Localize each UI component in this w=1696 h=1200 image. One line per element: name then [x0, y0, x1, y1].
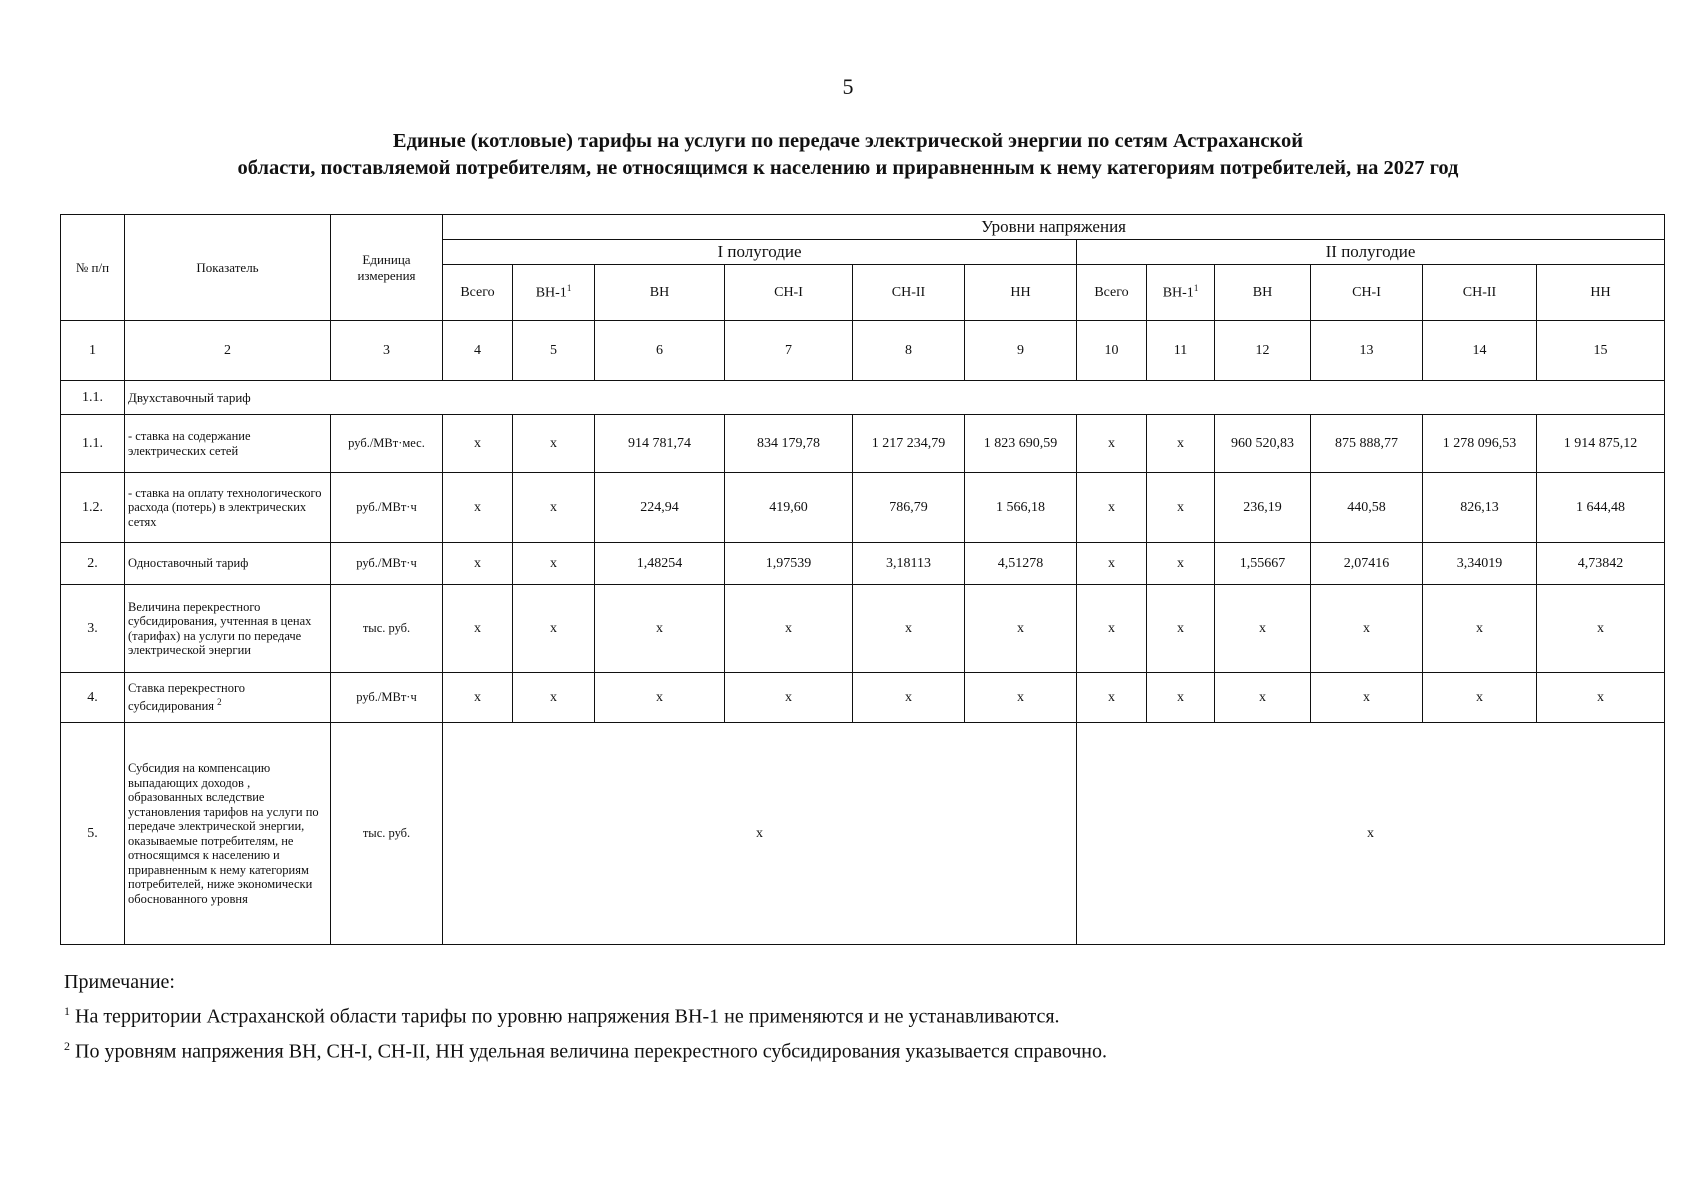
- row-indicator: - ставка на содержание электрических сетей: [125, 415, 331, 473]
- cell-value: 834 179,78: [725, 415, 853, 473]
- row-num: 3.: [61, 585, 125, 673]
- cell-value: х: [965, 585, 1077, 673]
- cell-value: х: [443, 543, 513, 585]
- col-number: 14: [1423, 321, 1537, 381]
- title-line-2: области, поставляемой потребителям, не относящимся к населению и приравненным к нему категориям потребителей, на 2027 год: [237, 157, 1459, 179]
- col-number: 13: [1311, 321, 1423, 381]
- cell-value: х: [513, 585, 595, 673]
- cell-value: 1 914 875,12: [1537, 415, 1665, 473]
- cell-value: 960 520,83: [1215, 415, 1311, 473]
- header-unit: Единица измерения: [331, 215, 443, 321]
- h1-col-sn1: СН-I: [725, 265, 853, 321]
- row-indicator: Величина перекрестного субсидирования, учтенная в ценах (тарифах) на услуги по передаче электрической энергии: [125, 585, 331, 673]
- note-item: $^1$ На территории Астраханской области тарифы по уровню напряжения ВН-1 не применяются и не устанавливаются.: [64, 1004, 1060, 1028]
- cell-value: х: [853, 673, 965, 723]
- h2-col-vn: ВН: [1215, 265, 1311, 321]
- h1-col-nn: НН: [965, 265, 1077, 321]
- page-number: 5: [842, 74, 854, 99]
- cell-value: х: [1077, 415, 1147, 473]
- row-unit: руб./МВт·ч: [331, 673, 443, 723]
- cell-value: х: [1147, 673, 1215, 723]
- cell-value: х: [443, 585, 513, 673]
- cell-value: 786,79: [853, 473, 965, 543]
- h1-col-vn1: $ВН-1^1$: [513, 265, 595, 321]
- col-number: 15: [1537, 321, 1665, 381]
- row-unit: тыс. руб.: [331, 585, 443, 673]
- column-number-row: [61, 321, 1665, 381]
- cell-value: х: [443, 415, 513, 473]
- cell-value: 1,48254: [595, 543, 725, 585]
- row-indicator: Ставка перекрестного субсидирования $^2$: [125, 673, 331, 723]
- table-row: [61, 723, 1665, 945]
- notes-heading: Примечание:: [64, 971, 175, 993]
- header-indicator: Показатель: [125, 215, 331, 321]
- tariff-table: [60, 214, 1665, 945]
- h2-col-total: Всего: [1077, 265, 1147, 321]
- h2-col-vn1: $ВН-1^1$: [1147, 265, 1215, 321]
- table-row: [61, 415, 1665, 473]
- cell-value: х: [853, 585, 965, 673]
- row-indicator: - ставка на оплату технологического расхода (потерь) в электрических сетях: [125, 473, 331, 543]
- row-unit: руб./МВт·ч: [331, 543, 443, 585]
- cell-value: х: [725, 673, 853, 723]
- row-unit: руб./МВт·мес.: [331, 415, 443, 473]
- cell-value: х: [965, 673, 1077, 723]
- table-row: [61, 543, 1665, 585]
- row-num: 1.1.: [61, 415, 125, 473]
- col-number: 6: [595, 321, 725, 381]
- cell-value: 3,18113: [853, 543, 965, 585]
- col-number: 8: [853, 321, 965, 381]
- row-unit: тыс. руб.: [331, 723, 443, 945]
- cell-value: х: [1537, 585, 1665, 673]
- row-section-label: Двухставочный тариф: [125, 381, 1665, 415]
- cell-value: 875 888,77: [1311, 415, 1423, 473]
- cell-value: х: [1077, 585, 1147, 673]
- cell-value: х: [1423, 585, 1537, 673]
- col-number: 4: [443, 321, 513, 381]
- document-title: [60, 128, 1636, 182]
- header-half-1: I полугодие: [443, 240, 1077, 265]
- cell-value: х: [1077, 473, 1147, 543]
- cell-value: 3,34019: [1423, 543, 1537, 585]
- h2-col-nn: НН: [1537, 265, 1665, 321]
- col-number: 7: [725, 321, 853, 381]
- cell-value: х: [1077, 673, 1147, 723]
- col-number: 3: [331, 321, 443, 381]
- cell-value: х: [1311, 585, 1423, 673]
- row-num: 1.2.: [61, 473, 125, 543]
- col-number: 5: [513, 321, 595, 381]
- merged-cell-half-2: х: [1077, 723, 1665, 945]
- cell-value: 4,51278: [965, 543, 1077, 585]
- cell-value: х: [1147, 585, 1215, 673]
- row-num: 2.: [61, 543, 125, 585]
- row-num: 1.1.: [61, 381, 125, 415]
- table-row-section-two-part: [61, 381, 1665, 415]
- cell-value: 1 278 096,53: [1423, 415, 1537, 473]
- col-number: 9: [965, 321, 1077, 381]
- cell-value: 224,94: [595, 473, 725, 543]
- cell-value: х: [513, 543, 595, 585]
- notes-section: [64, 968, 1107, 1066]
- cell-value: х: [1147, 415, 1215, 473]
- cell-value: 914 781,74: [595, 415, 725, 473]
- col-number: 2: [125, 321, 331, 381]
- cell-value: х: [1423, 673, 1537, 723]
- merged-cell-half-1: х: [443, 723, 1077, 945]
- h2-col-sn2: СН-II: [1423, 265, 1537, 321]
- cell-value: х: [1077, 543, 1147, 585]
- row-num: 5.: [61, 723, 125, 945]
- cell-value: х: [1311, 673, 1423, 723]
- h2-col-sn1: СН-I: [1311, 265, 1423, 321]
- cell-value: 440,58: [1311, 473, 1423, 543]
- col-number: 10: [1077, 321, 1147, 381]
- cell-value: 1 566,18: [965, 473, 1077, 543]
- header-half-2: II полугодие: [1077, 240, 1665, 265]
- col-number: 12: [1215, 321, 1311, 381]
- cell-value: 1 823 690,59: [965, 415, 1077, 473]
- row-indicator: Одноставочный тариф: [125, 543, 331, 585]
- row-num: 4.: [61, 673, 125, 723]
- cell-value: х: [1147, 543, 1215, 585]
- cell-value: х: [595, 585, 725, 673]
- cell-value: х: [513, 673, 595, 723]
- col-number: 1: [61, 321, 125, 381]
- cell-value: х: [1147, 473, 1215, 543]
- h1-col-total: Всего: [443, 265, 513, 321]
- cell-value: 2,07416: [1311, 543, 1423, 585]
- cell-value: х: [443, 673, 513, 723]
- cell-value: 236,19: [1215, 473, 1311, 543]
- cell-value: х: [443, 473, 513, 543]
- title-line-1: Единые (котловые) тарифы на услуги по передаче электрической энергии по сетям Астраханской: [392, 130, 1304, 152]
- table-row: [61, 473, 1665, 543]
- cell-value: 1,97539: [725, 543, 853, 585]
- cell-value: 826,13: [1423, 473, 1537, 543]
- cell-value: х: [725, 585, 853, 673]
- row-unit: руб./МВт·ч: [331, 473, 443, 543]
- row-indicator: Субсидия на компенсацию выпадающих доходов , образованных вследствие установления тарифов на услуги по передаче электрической энергии, оказываемые потребителям, не относящимся к населению и приравненным к нему категориям потребителей, ниже экономически обоснованного уровня: [125, 723, 331, 945]
- cell-value: х: [595, 673, 725, 723]
- cell-value: 1,55667: [1215, 543, 1311, 585]
- note-item: $^2$ По уровням напряжения ВН, СН-I, СН-II, НН удельная величина перекрестного субсидирования указывается справочно.: [64, 1038, 1107, 1063]
- cell-value: х: [513, 473, 595, 543]
- header-voltage-levels: Уровни напряжения: [443, 215, 1665, 240]
- cell-value: 4,73842: [1537, 543, 1665, 585]
- tariff-table-container: [60, 214, 1664, 945]
- cell-value: 1 644,48: [1537, 473, 1665, 543]
- cell-value: х: [513, 415, 595, 473]
- cell-value: х: [1537, 673, 1665, 723]
- table-row: [61, 585, 1665, 673]
- h1-col-sn2: СН-II: [853, 265, 965, 321]
- cell-value: 1 217 234,79: [853, 415, 965, 473]
- table-row: [61, 673, 1665, 723]
- cell-value: 419,60: [725, 473, 853, 543]
- header-num: № п/п: [61, 215, 125, 321]
- cell-value: х: [1215, 585, 1311, 673]
- cell-value: х: [1215, 673, 1311, 723]
- h1-col-vn: ВН: [595, 265, 725, 321]
- col-number: 11: [1147, 321, 1215, 381]
